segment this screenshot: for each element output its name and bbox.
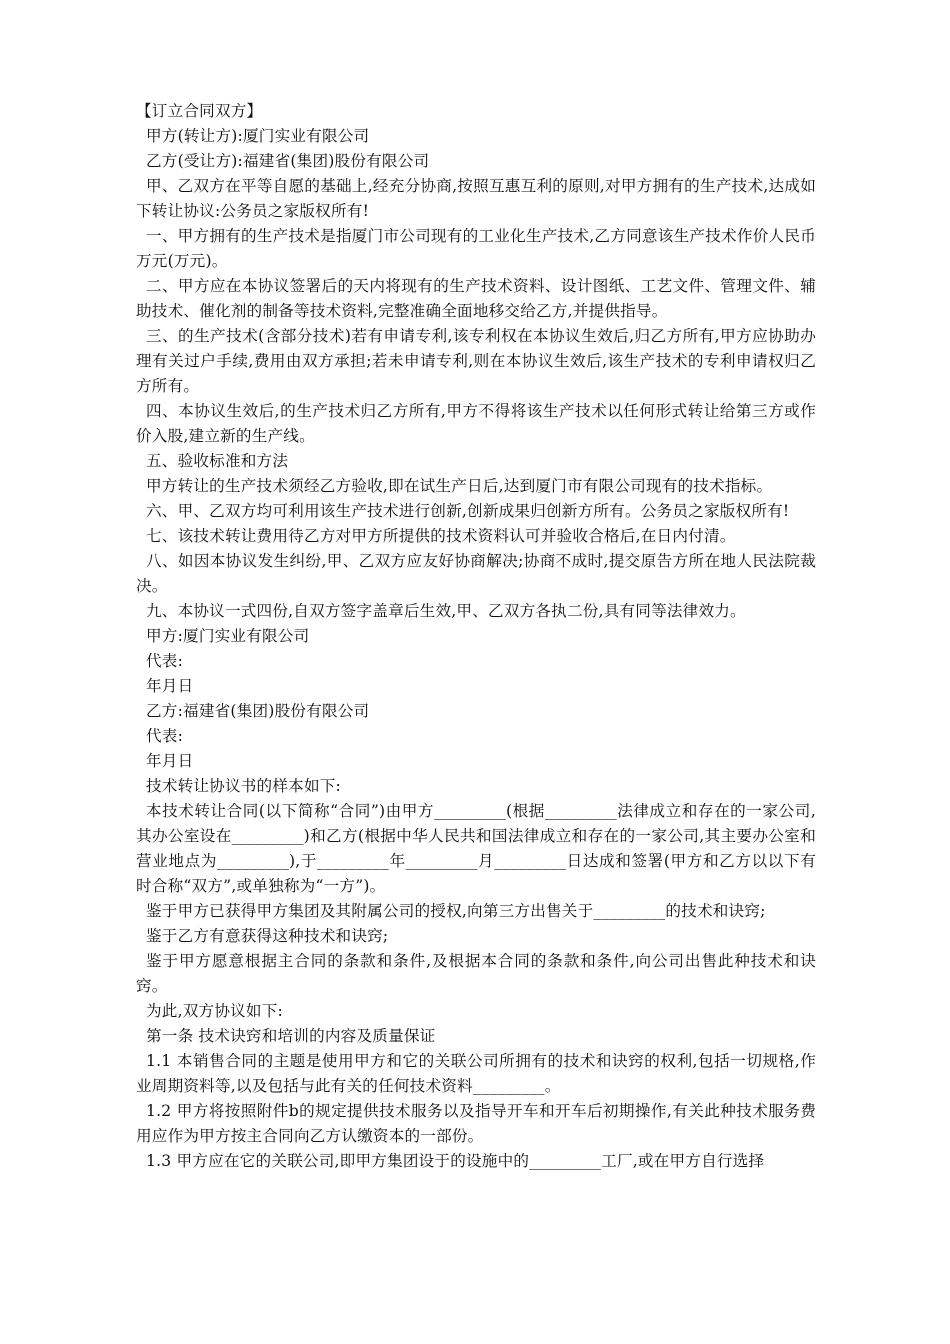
clause-6: 六、甲、乙双方均可利用该生产技术进行创新,创新成果归创新方所有。公务员之家版权所有!: [146, 502, 790, 520]
signature-party-a: 甲方:厦门实业有限公司: [146, 627, 310, 645]
sample-contract-opening: 本技术转让合同(以下简称“合同”)由甲方_________(根据_________法律成立和存在的一家公司,其办公室设在_________)和乙方(根据中华人民共和国法律成立和存在的一家公司,其主要办公室和营业地点为_________),于_________年_________月_________日达成和签署(甲方和乙方以以下有时合称“双方”,或单独称为“一方”)。: [136, 802, 816, 895]
signature-date-b: 年月日: [146, 752, 194, 770]
document-body: [136, 99, 816, 1174]
section-heading-contract-parties: 【订立合同双方】: [136, 102, 263, 120]
party-a-line: 甲方(转让方):厦门实业有限公司: [146, 127, 370, 145]
signature-date-a: 年月日: [146, 677, 194, 695]
clause-4: 四、本协议生效后,的生产技术归乙方所有,甲方不得将该生产技术以任何形式转让给第三方或作价入股,建立新的生产线。: [136, 402, 816, 445]
clause-9: 九、本协议一式四份,自双方签字盖章后生效,甲、乙双方各执二份,具有同等法律效力。: [146, 602, 746, 620]
recital-1: 鉴于甲方已获得甲方集团及其附属公司的授权,向第三方出售关于_________的技术和诀窍;: [146, 902, 766, 920]
clause-3: 三、的生产技术(含部分技术)若有申请专利,该专利权在本协议生效后,归乙方所有,甲方应协助办理有关过户手续,费用由双方承担;若未申请专利,则在本协议生效后,该生产技术的专利申请权归乙方所有。: [136, 327, 816, 395]
signature-representative-b: 代表:: [146, 727, 184, 745]
sample-intro: 技术转让协议书的样本如下:: [146, 777, 341, 795]
clause-1: 一、甲方拥有的生产技术是指厦门市公司现有的工业化生产技术,乙方同意该生产技术作价人民币万元(万元)。: [136, 227, 816, 270]
clause-5-body: 甲方转让的生产技术须经乙方验收,即在试生产日后,达到厦门市有限公司现有的技术指标。: [146, 477, 773, 495]
preamble-paragraph: 甲、乙双方在平等自愿的基础上,经充分协商,按照互惠互利的原则,对甲方拥有的生产技术,达成如下转让协议:公务员之家版权所有!: [136, 177, 816, 220]
clause-2: 二、甲方应在本协议签署后的天内将现有的生产技术资料、设计图纸、工艺文件、管理文件、辅助技术、催化剂的制备等技术资料,完整准确全面地移交给乙方,并提供指导。: [136, 277, 816, 320]
signature-party-b: 乙方:福建省(集团)股份有限公司: [146, 702, 370, 720]
article-1-2: 1.2 甲方将按照附件b的规定提供技术服务以及指导开车和开车后初期操作,有关此种技术服务费用应作为甲方按主合同向乙方认缴资本的一部份。: [136, 1102, 816, 1145]
signature-representative-a: 代表:: [146, 652, 184, 670]
recital-2: 鉴于乙方有意获得这种技术和诀窍;: [146, 927, 389, 945]
agreement-statement: 为此,双方协议如下:: [146, 1002, 283, 1020]
clause-7: 七、该技术转让费用待乙方对甲方所提供的技术资料认可并验收合格后,在日内付清。: [146, 527, 736, 545]
article-1-3: 1.3 甲方应在它的关联公司,即甲方集团设于的设施中的_________工厂,或在甲方自行选择: [146, 1152, 765, 1170]
article-1-heading: 第一条 技术诀窍和培训的内容及质量保证: [146, 1027, 436, 1045]
party-b-line: 乙方(受让方):福建省(集团)股份有限公司: [146, 152, 430, 170]
article-1-1: 1.1 本销售合同的主题是使用甲方和它的关联公司所拥有的技术和诀窍的权利,包括一切规格,作业周期资料等,以及包括与此有关的任何技术资料_________。: [136, 1052, 816, 1095]
clause-5-heading: 五、验收标准和方法: [146, 452, 289, 470]
clause-8: 八、如因本协议发生纠纷,甲、乙双方应友好协商解决;协商不成时,提交原告方所在地人民法院裁决。: [136, 552, 816, 595]
recital-3: 鉴于甲方愿意根据主合同的条款和条件,及根据本合同的条款和条件,向公司出售此种技术和诀窍。: [136, 952, 816, 995]
